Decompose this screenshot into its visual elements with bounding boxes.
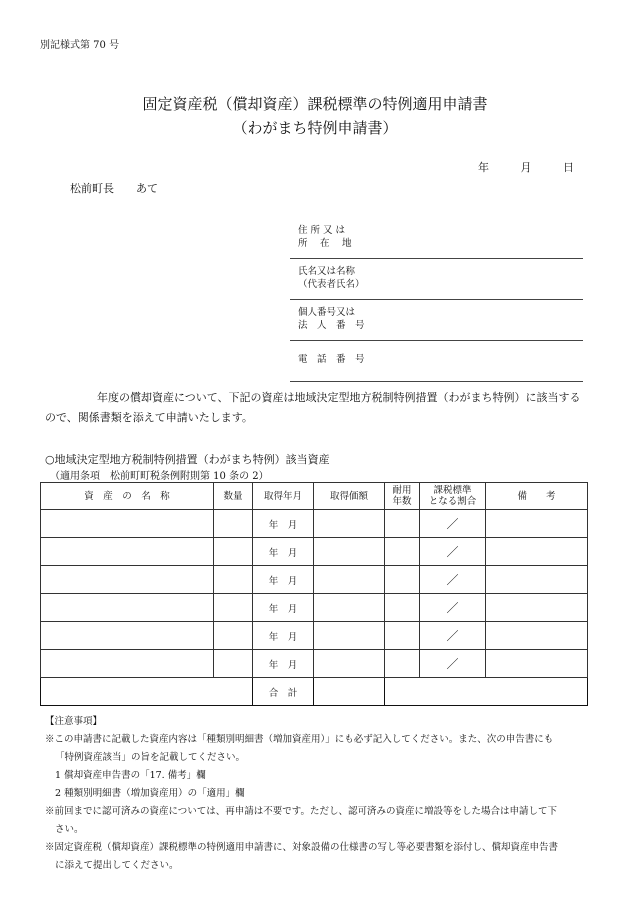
section-heading: ○地域決定型地方税制特例措置（わがまち特例）該当資産 [45, 453, 330, 466]
cell-acquired[interactable]: 年 月 [253, 538, 314, 566]
cell-remarks[interactable] [486, 510, 588, 538]
addressee [70, 180, 158, 196]
cell-useful-life[interactable] [385, 650, 420, 678]
page-subtitle: （わがまち特例申請書） [232, 119, 398, 137]
date-year: 年 [478, 161, 489, 174]
date-day: 日 [563, 161, 574, 174]
note-item: ※固定資産税（償却資産）課税標準の特例適用申請書に、対象設備の仕様書の写し等必要書類を添付し、償却資産申告書 [45, 842, 559, 853]
cell-acquired[interactable]: 年 月 [253, 594, 314, 622]
phone-label: 電 話 番 号 [298, 354, 365, 365]
cell-quantity[interactable] [214, 594, 253, 622]
cell-quantity[interactable] [214, 622, 253, 650]
total-spacer [41, 678, 214, 706]
personal-number-label: 個人番号又は 法 人 番 号 [298, 307, 365, 331]
total-label: 合 計 [253, 678, 314, 706]
cell-asset-name[interactable] [41, 650, 214, 678]
address-label: 住 所 又 は 所 在 地 [298, 225, 352, 249]
cell-acquired[interactable]: 年 月 [253, 566, 314, 594]
total-value[interactable] [314, 678, 385, 706]
cell-asset-name[interactable] [41, 510, 214, 538]
total-spacer [385, 678, 420, 706]
cell-remarks[interactable] [486, 622, 588, 650]
note-item: ※前回までに認可済みの資産については、再申請は不要です。ただし、認可済みの資産に増設等をした場合は申請して下 [45, 806, 558, 817]
addressee-name: 松前町長 [70, 182, 114, 195]
cell-remarks[interactable] [486, 538, 588, 566]
total-spacer [420, 678, 486, 706]
cell-ratio[interactable]: ／ [420, 650, 486, 678]
table-row [41, 622, 588, 650]
section-subheading: （適用条項 松前町町税条例附則第 10 条の 2） [50, 471, 269, 482]
date-month: 月 [520, 161, 532, 174]
total-spacer [486, 678, 588, 706]
header-useful-life: 耐用 年数 [385, 483, 420, 510]
cell-asset-name[interactable] [41, 538, 214, 566]
table-row [41, 566, 588, 594]
cell-asset-name[interactable] [41, 566, 214, 594]
cell-acquired[interactable]: 年 月 [253, 510, 314, 538]
phone-field[interactable] [290, 341, 583, 382]
cell-ratio[interactable]: ／ [420, 510, 486, 538]
header-quantity: 数量 [214, 483, 253, 510]
cell-useful-life[interactable] [385, 510, 420, 538]
page-title: 固定資産税（償却資産）課税標準の特例適用申請書 [142, 95, 488, 113]
address-field[interactable] [290, 218, 583, 259]
name-label: 氏名又は名称 （代表者氏名） [298, 266, 365, 290]
note-item: さい。 [55, 824, 84, 835]
cell-price[interactable] [314, 566, 385, 594]
note-item: 2 種類別明細書（増加資産用）の「適用」欄 [55, 788, 245, 799]
table-row [41, 594, 588, 622]
cell-ratio[interactable]: ／ [420, 538, 486, 566]
cell-ratio[interactable]: ／ [420, 622, 486, 650]
notes-heading: 【注意事項】 [45, 716, 103, 727]
cell-quantity[interactable] [214, 538, 253, 566]
table-row [41, 510, 588, 538]
table-header-row [41, 483, 588, 510]
total-spacer [214, 678, 253, 706]
personal-number-field[interactable] [290, 300, 583, 341]
note-item: 1 償却資産申告書の「17. 備考」欄 [55, 770, 206, 781]
total-row [41, 678, 588, 706]
cell-useful-life[interactable] [385, 538, 420, 566]
cell-asset-name[interactable] [41, 594, 214, 622]
date-line [478, 159, 574, 175]
header-asset-name: 資 産 の 名 称 [41, 483, 214, 510]
cell-asset-name[interactable] [41, 622, 214, 650]
name-field[interactable] [290, 259, 583, 300]
cell-price[interactable] [314, 650, 385, 678]
header-acquired: 取得年月 [253, 483, 314, 510]
form-number: 別記様式第 70 号 [40, 40, 120, 51]
table-row [41, 538, 588, 566]
header-remarks: 備 考 [486, 483, 588, 510]
cell-useful-life[interactable] [385, 594, 420, 622]
cell-price[interactable] [314, 622, 385, 650]
cell-acquired[interactable]: 年 月 [253, 622, 314, 650]
cell-price[interactable] [314, 594, 385, 622]
cell-ratio[interactable]: ／ [420, 594, 486, 622]
cell-remarks[interactable] [486, 650, 588, 678]
table-row [41, 650, 588, 678]
cell-quantity[interactable] [214, 650, 253, 678]
cell-price[interactable] [314, 510, 385, 538]
asset-table [40, 482, 588, 706]
header-ratio: 課税標準 となる割合 [420, 483, 486, 510]
note-item: ※この申請書に記載した資産内容は「種類別明細書（増加資産用）」にも必ず記入してください。また、次の申告書にも [45, 734, 554, 745]
cell-remarks[interactable] [486, 594, 588, 622]
header-price: 取得価額 [314, 483, 385, 510]
cell-useful-life[interactable] [385, 566, 420, 594]
applicant-block [290, 218, 583, 382]
addressee-suffix: あて [136, 182, 158, 195]
note-item: に添えて提出してください。 [55, 860, 179, 871]
body-text: 年度の償却資産について、下記の資産は地域決定型地方税制特例措置（わがまち特例）に該当するので、関係書類を添えて申請いたします。 [45, 391, 581, 424]
cell-useful-life[interactable] [385, 622, 420, 650]
cell-remarks[interactable] [486, 566, 588, 594]
cell-acquired[interactable]: 年 月 [253, 650, 314, 678]
cell-ratio[interactable]: ／ [420, 566, 486, 594]
cell-quantity[interactable] [214, 566, 253, 594]
note-item: 「特例資産該当」の旨を記載してください。 [55, 752, 246, 763]
notes-section [45, 713, 605, 875]
cell-quantity[interactable] [214, 510, 253, 538]
cell-price[interactable] [314, 538, 385, 566]
